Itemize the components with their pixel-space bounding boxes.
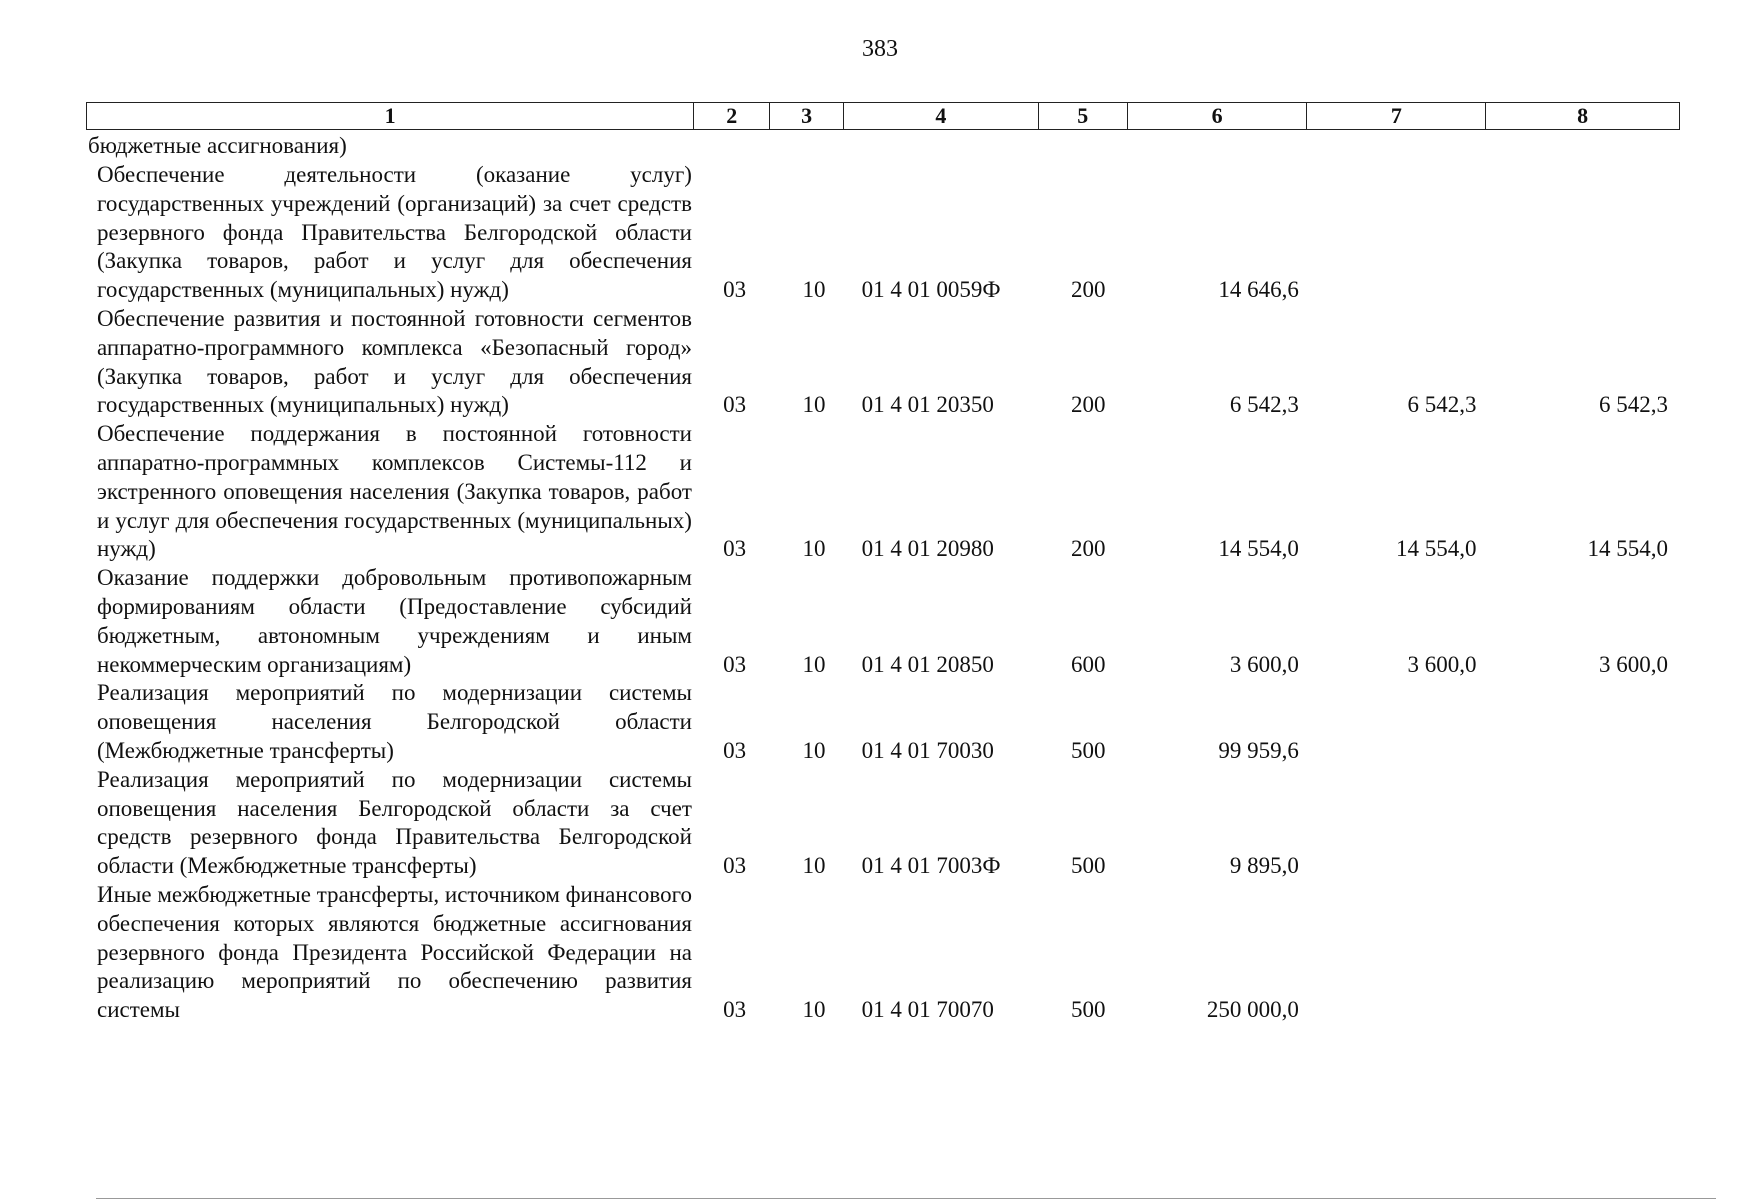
cell-subsection: 10	[802, 853, 826, 879]
row-description: Реализация мероприятий по модернизации системы оповещения населения Белгородской области (Межбюджетные трансферты)	[97, 680, 692, 763]
cell-target-article: 01 4 01 20350	[861, 392, 994, 418]
row-description: Обеспечение поддержания в постоянной готовности аппаратно-программных комплексов Системы-112 и экстренного оповещения населения (Закупка товаров, работ и услуг для обеспечения государственных (муниципальных) нужд)	[97, 421, 692, 562]
cell-amount-col6: 6 542,3	[1229, 392, 1299, 418]
cell-section: 03	[723, 392, 747, 418]
table-row	[86, 305, 1680, 420]
cell-target-article: 01 4 01 20980	[861, 536, 994, 562]
cell-subsection: 10	[802, 536, 826, 562]
row-description: Реализация мероприятий по модернизации системы оповещения населения Белгородской области за счет средств резервного фонда Правительства Белгородской области (Межбюджетные трансферты)	[97, 766, 692, 879]
cell-section: 03	[723, 997, 747, 1023]
cell-target-article: 01 4 01 70070	[861, 997, 994, 1023]
cell-target-article: 01 4 01 0059Ф	[861, 277, 1001, 303]
cell-expense-type: 500	[1070, 997, 1106, 1023]
row-description: Обеспечение деятельности (оказание услуг) государственных учреждений (организаций) за счет средств резервного фонда Правительства Белгородской области (Закупка товаров, работ и услуг для обеспечения государственных (муниципальных) нужд)	[97, 162, 692, 303]
cell-amount-col6: 250 000,0	[1206, 997, 1299, 1023]
cell-target-article: 01 4 01 70030	[861, 737, 994, 763]
cell-expense-type: 500	[1070, 737, 1106, 763]
cell-amount-col7: 6 542,3	[1407, 392, 1477, 418]
continuation-text: бюджетные ассигнования)	[88, 133, 347, 158]
cell-expense-type: 200	[1070, 536, 1106, 562]
cell-section: 03	[723, 651, 747, 677]
cell-target-article: 01 4 01 20850	[861, 651, 994, 677]
cell-subsection: 10	[802, 737, 826, 763]
column-header-3: 3	[770, 103, 844, 129]
cell-expense-type: 500	[1070, 853, 1106, 879]
column-header-6: 6	[1128, 103, 1308, 129]
cell-section: 03	[723, 737, 747, 763]
table-body	[86, 161, 1680, 1025]
cell-subsection: 10	[802, 997, 826, 1023]
cell-subsection: 10	[802, 651, 826, 677]
column-header-1: 1	[87, 103, 694, 129]
column-header-2: 2	[694, 103, 770, 129]
table-row	[86, 881, 1680, 1025]
column-header-8: 8	[1577, 103, 1589, 128]
column-header-7: 7	[1307, 103, 1486, 129]
page-number: 383	[862, 36, 898, 62]
table-row	[86, 766, 1680, 881]
cell-target-article: 01 4 01 7003Ф	[861, 853, 1001, 879]
cell-expense-type: 200	[1070, 277, 1106, 303]
cell-expense-type: 200	[1070, 392, 1106, 418]
cell-amount-col6: 99 959,6	[1218, 737, 1299, 763]
cell-amount-col7: 14 554,0	[1396, 536, 1477, 562]
cell-amount-col6: 14 646,6	[1218, 277, 1299, 303]
cell-subsection: 10	[802, 392, 826, 418]
table-row	[86, 420, 1680, 564]
row-description: Иные межбюджетные трансферты, источником финансового обеспечения которых являются бюджетные ассигнования резервного фонда Президента Российской Федерации на реализацию мероприятий по обеспечению развития системы	[97, 881, 692, 1023]
cell-amount-col8: 14 554,0	[1587, 536, 1668, 562]
column-header-4: 4	[844, 103, 1039, 129]
table-row	[86, 679, 1680, 765]
column-header-5: 5	[1039, 103, 1128, 129]
cell-section: 03	[723, 536, 747, 562]
table-row	[86, 161, 1680, 305]
cell-expense-type: 600	[1070, 651, 1106, 677]
cell-subsection: 10	[802, 277, 826, 303]
table-header-row	[86, 102, 1680, 130]
bottom-rule	[96, 1198, 1716, 1199]
cell-amount-col8: 6 542,3	[1599, 392, 1668, 418]
table-row	[86, 564, 1680, 679]
cell-amount-col7: 3 600,0	[1407, 651, 1477, 677]
row-description: Обеспечение развития и постоянной готовности сегментов аппаратно-программного комплекса «Безопасный город» (Закупка товаров, работ и услуг для обеспечения государственных (муниципальных) нужд)	[97, 305, 692, 418]
cell-amount-col6: 3 600,0	[1229, 651, 1299, 677]
cell-amount-col6: 9 895,0	[1229, 853, 1299, 879]
cell-section: 03	[723, 853, 747, 879]
cell-amount-col8: 3 600,0	[1599, 651, 1668, 677]
cell-amount-col6: 14 554,0	[1218, 536, 1299, 562]
cell-section: 03	[723, 277, 747, 303]
row-description: Оказание поддержки добровольным противопожарным формированиям области (Предоставление субсидий бюджетным, автономным учреждениям и иным некоммерческим организациям)	[97, 565, 692, 677]
